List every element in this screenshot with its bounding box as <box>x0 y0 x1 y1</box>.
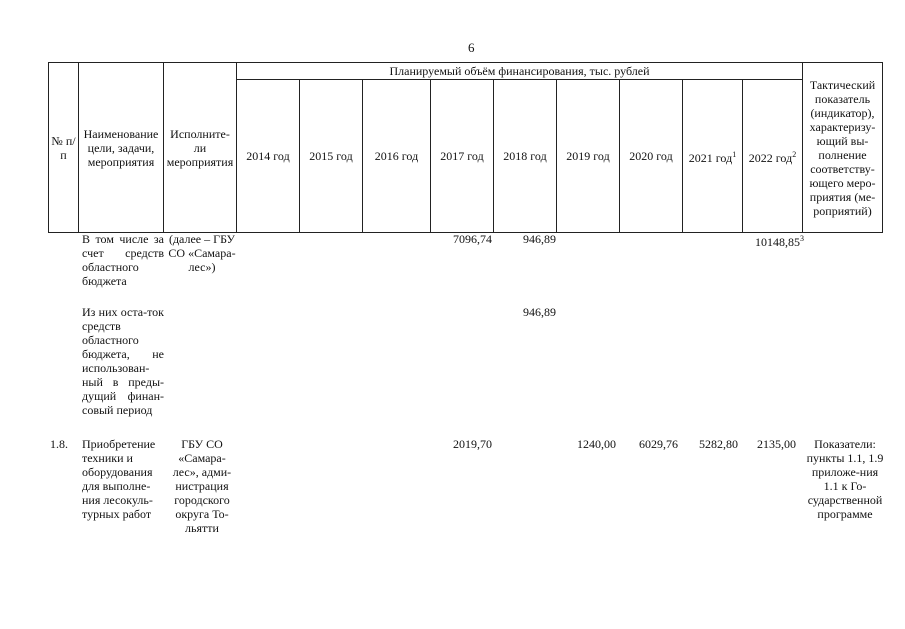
row-name: В том числе за счет средств областного бюджета <box>82 232 164 288</box>
row-num: 1.8. <box>50 437 68 451</box>
header-year-2021: 2021 год$^1$ <box>683 80 743 233</box>
value-2021: 5282,80 <box>699 437 738 451</box>
header-planned-financing: Планируемый объём финансирования, тыс. рублей <box>237 63 803 80</box>
row-executor: ГБУ СО «Самара-лес», адми-нистрация городского округа То-льятти <box>172 437 232 535</box>
header-year: 2017 год <box>431 80 494 233</box>
header-name: Наименование цели, задачи, мероприятия <box>79 63 164 233</box>
page-number: 6 <box>468 40 475 55</box>
header-year: 2020 год <box>620 80 683 233</box>
header-year-2022: 2022 год$^2$ <box>743 80 803 233</box>
header-year: 2018 год <box>494 80 557 233</box>
header-year: 2019 год <box>557 80 620 233</box>
header-executors: Исполните-ли мероприятия <box>164 63 237 233</box>
value-2018: 946,89 <box>523 305 556 319</box>
row-executor: (далее – ГБУ СО «Самара-лес») <box>168 232 236 274</box>
value-2018: 946,89 <box>523 232 556 246</box>
footnote-mark: 2 <box>792 149 797 159</box>
row-indicator: Показатели: пункты 1.1, 1.9 приложе-ния 1.1 к Го-сударственной программе <box>806 437 884 521</box>
value-2022: 2135,00 <box>757 437 796 451</box>
value-2017: 2019,70 <box>453 437 492 451</box>
value-2019: 1240,00 <box>577 437 616 451</box>
row-name: Из них оста-ток средств областного бюджета, не использован-ный в преды-дущий финан-совый период <box>82 305 164 417</box>
financing-table-header <box>48 62 883 233</box>
footnote-mark: 1 <box>732 149 737 159</box>
header-num: № п/п <box>49 63 79 233</box>
value-2022: 10148,85$^3$ <box>755 234 804 249</box>
row-name: Приобретение техники и оборудования для выполне-ния лесокуль-турных работ <box>82 437 156 521</box>
footnote-mark: 3 <box>800 234 804 243</box>
header-indicator: Тактический показатель (индикатор), характеризу-ющий вы-полнение соответству-ющего меро-приятия (ме-роприятий) <box>803 63 883 233</box>
value-2020: 6029,76 <box>639 437 678 451</box>
header-year: 2015 год <box>300 80 363 233</box>
header-year: 2016 год <box>363 80 431 233</box>
value-2017: 7096,74 <box>453 232 492 246</box>
header-year: 2014 год <box>237 80 300 233</box>
